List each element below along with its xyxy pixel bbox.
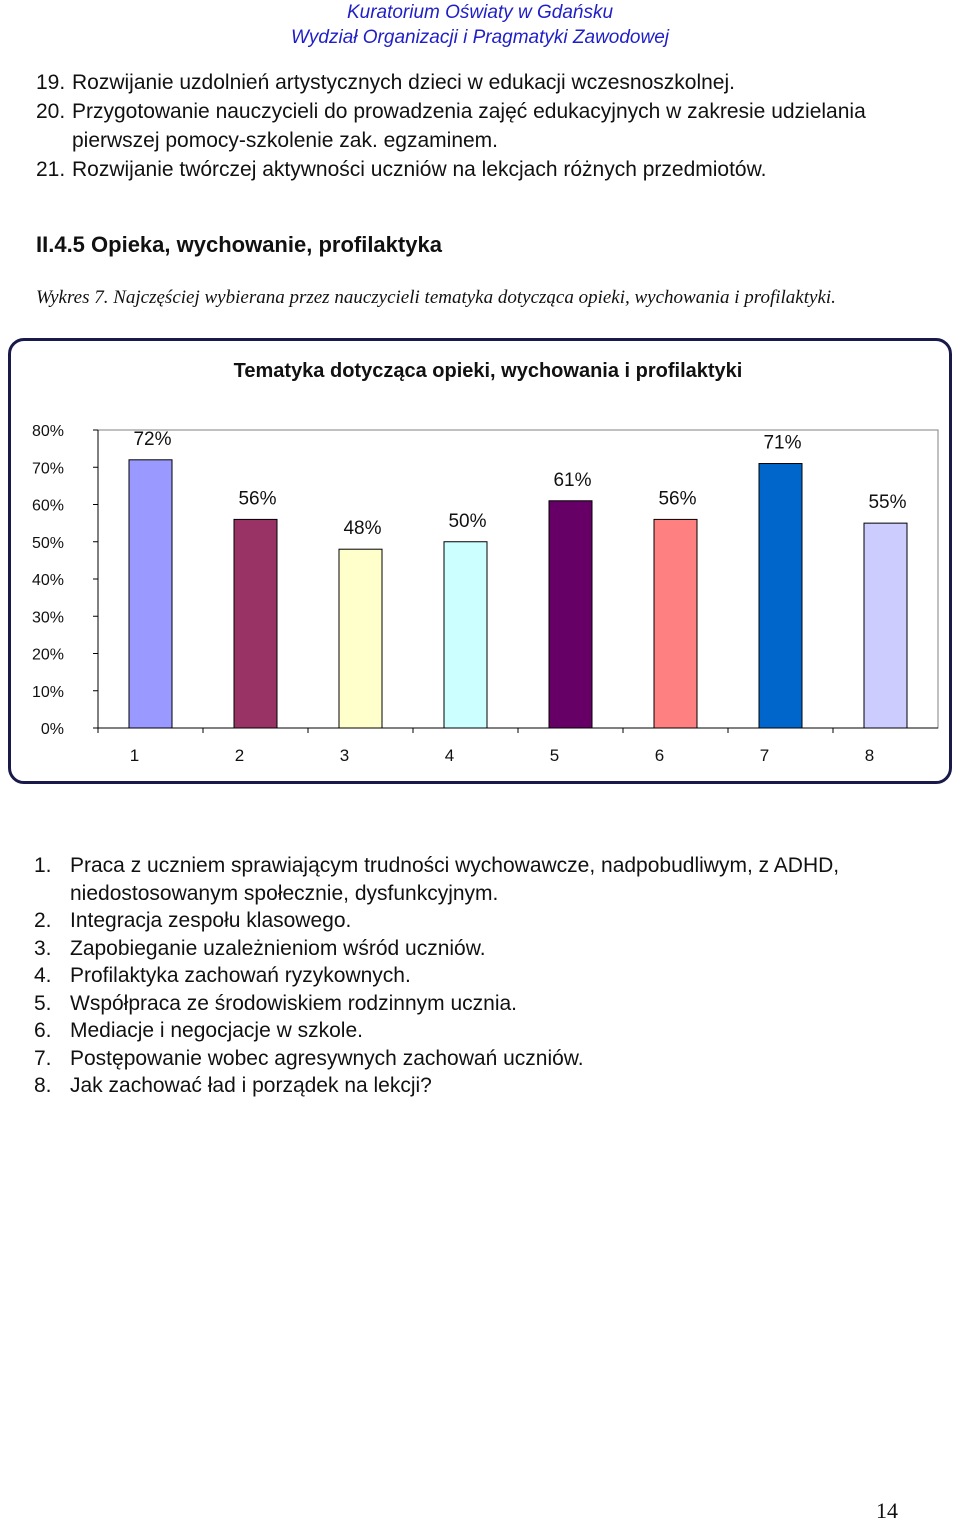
legend-item-text: Współpraca ze środowiskiem rodzinnym ucznia. <box>70 991 517 1015</box>
legend-item-number: 6. <box>34 1019 52 1042</box>
header-line-2: Wydział Organizacji i Pragmatyki Zawodowej <box>290 27 669 48</box>
legend-item-number: 5. <box>34 991 52 1015</box>
page-number: 14 <box>876 1498 898 1523</box>
bar-chart <box>11 341 949 781</box>
list-item-text: Przygotowanie nauczycieli do prowadzenia zajęć edukacyjnych w zakresie udzielania pierwszej pomocy-szkolenie zak. egzaminem. <box>72 100 866 152</box>
legend-item-number: 7. <box>34 1046 52 1070</box>
legend-item-text: Postępowanie wobec agresywnych zachowań uczniów. <box>70 1046 584 1070</box>
bar-value-label: 61% <box>553 469 592 491</box>
y-tick-label: 10% <box>31 683 64 701</box>
y-tick-label: 70% <box>31 460 64 478</box>
legend-item-number: 1. <box>34 854 52 877</box>
legend-item-text: Jak zachować ład i porządek na lekcji? <box>70 1074 432 1097</box>
x-tick-label: 3 <box>339 746 350 765</box>
bar <box>444 542 487 728</box>
bar <box>339 549 382 728</box>
legend-item <box>34 907 914 935</box>
legend-item <box>34 852 914 907</box>
y-tick-label: 0% <box>40 721 64 738</box>
legend-item-text: Mediacje i negocjacje w szkole. <box>70 1019 363 1042</box>
bar <box>234 519 277 728</box>
x-tick-label: 7 <box>759 746 770 765</box>
x-tick-label: 5 <box>549 746 560 765</box>
list-item-text: Rozwijanie uzdolnień artystycznych dzieci w edukacji wczesnoszkolnej. <box>72 71 735 94</box>
legend-item-text: Zapobieganie uzależnieniom wśród uczniów. <box>70 936 486 960</box>
y-tick-label: 40% <box>31 572 64 589</box>
legend-item-number: 8. <box>34 1074 52 1097</box>
legend-item <box>34 1072 914 1100</box>
page-header <box>0 0 960 50</box>
legend-item-number: 4. <box>34 964 52 987</box>
legend-item <box>34 990 914 1018</box>
y-tick-label: 30% <box>31 609 64 627</box>
list-item <box>36 68 936 97</box>
bar <box>129 460 172 728</box>
legend-item <box>34 962 914 990</box>
x-tick-label: 1 <box>129 746 140 765</box>
y-tick-label: 80% <box>31 423 64 440</box>
y-tick-label: 50% <box>31 534 64 552</box>
x-tick-label: 6 <box>654 746 665 765</box>
header-line-1: Kuratorium Oświaty w Gdańsku <box>346 2 614 23</box>
list-item <box>36 155 936 184</box>
legend-item-number: 2. <box>34 909 52 932</box>
x-tick-label: 8 <box>864 746 875 765</box>
legend-item <box>34 1045 914 1073</box>
bar-value-label: 55% <box>868 492 907 514</box>
list-item-number: 19. <box>36 71 66 94</box>
chart-title: Tematyka dotycząca opieki, wychowania i profilaktyki <box>233 360 743 382</box>
x-tick-label: 2 <box>234 746 245 765</box>
list-item-text: Rozwijanie twórczej aktywności uczniów na lekcjach różnych przedmiotów. <box>72 158 767 181</box>
list-item-number: 21. <box>36 158 66 181</box>
legend-item-text: Profilaktyka zachowań ryzykownych. <box>70 964 411 987</box>
section-title: II.4.5 Opieka, wychowanie, profilaktyka <box>36 232 442 257</box>
x-tick-label: 4 <box>444 746 455 765</box>
y-tick-label: 60% <box>31 497 64 515</box>
figure-caption: Wykres 7. Najczęściej wybierana przez nauczycieli tematyka dotycząca opieki, wychowania i profilaktyki. <box>36 287 836 308</box>
bar <box>549 501 592 728</box>
bar-value-label: 56% <box>238 488 277 510</box>
bar-value-label: 72% <box>133 428 172 450</box>
legend-item-text: Praca z uczniem sprawiającym trudności wychowawcze, nadpobudliwym, z ADHD, niedostosowanym społecznie, dysfunkcyjnym. <box>70 854 840 905</box>
bar-value-label: 50% <box>448 510 487 532</box>
plot-area <box>98 430 938 728</box>
bar <box>654 519 697 728</box>
legend-item <box>34 1017 914 1045</box>
list-item-number: 20. <box>36 100 66 123</box>
list-item <box>36 97 936 155</box>
legend-item-text: Integracja zespołu klasowego. <box>70 909 352 932</box>
bar <box>864 523 907 728</box>
bar-value-label: 56% <box>658 488 697 510</box>
legend-item <box>34 935 914 963</box>
bar-value-label: 48% <box>343 518 382 540</box>
bar-value-label: 71% <box>763 432 802 454</box>
y-tick-label: 20% <box>31 646 64 664</box>
chart-frame <box>8 338 952 784</box>
legend-item-number: 3. <box>34 936 52 960</box>
category-legend-list <box>34 852 914 1100</box>
bar <box>759 464 802 728</box>
top-numbered-list <box>36 68 936 184</box>
